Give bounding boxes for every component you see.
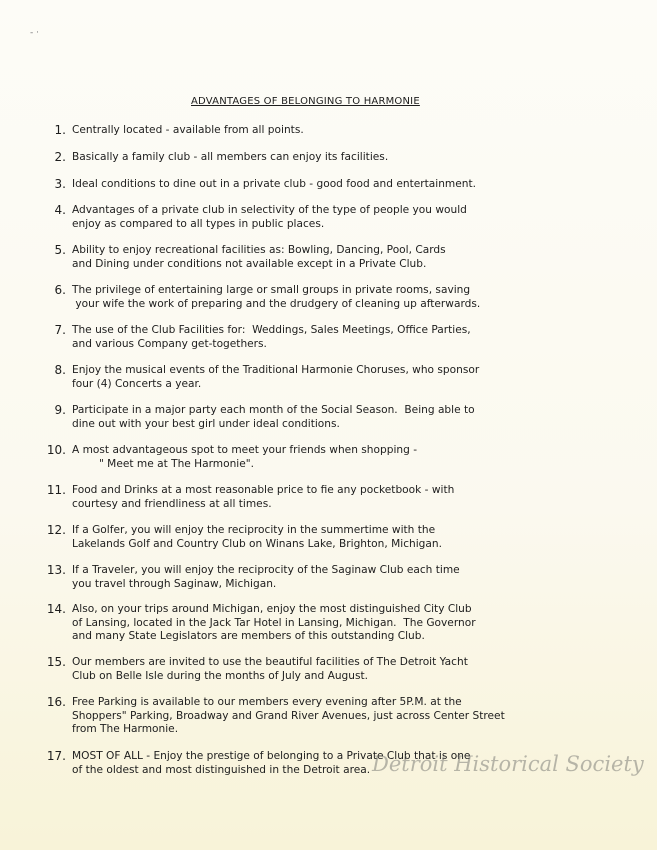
item-text: A most advantageous spot to meet your friends when shopping - " Meet me at The Harmonie". [72, 444, 418, 470]
item-number: 15. [46, 655, 66, 669]
item-text: Also, on your trips around Michigan, enjoy the most distinguished City Club of Lansing, located in the Jack Tar Hotel in Lansing, Michigan. The Governor and many State Legislators are members of this outstanding Club. [72, 603, 476, 642]
item-text: The use of the Club Facilities for: Weddings, Sales Meetings, Office Parties, and various Company get-togethers. [72, 324, 471, 350]
item-text: If a Traveler, you will enjoy the reciprocity of the Saginaw Club each time you travel through Saginaw, Michigan. [72, 564, 460, 590]
item-number: 11. [46, 483, 66, 497]
item-number: 12. [46, 523, 66, 537]
item-text: Ideal conditions to dine out in a private club - good food and entertainment. [72, 178, 476, 190]
item-text: The privilege of entertaining large or small groups in private rooms, saving your wife the work of preparing and the drudgery of cleaning up afterwards. [72, 284, 481, 310]
item-number: 2. [54, 150, 66, 164]
item-text: Ability to enjoy recreational facilities as: Bowling, Dancing, Pool, Cards and Dining under conditions not available except in a Private Club. [72, 244, 446, 270]
item-text: MOST OF ALL - Enjoy the prestige of belonging to a Private Club that is one of the oldest and most distinguished in the Detroit area. [72, 750, 471, 776]
watermark-text: Detroit Historical Society [372, 752, 644, 776]
item-text: Centrally located - available from all points. [72, 124, 304, 136]
item-number: 1. [54, 123, 66, 137]
item-text: If a Golfer, you will enjoy the reciprocity in the summertime with the Lakelands Golf and Country Club on Winans Lake, Brighton, Michigan. [72, 524, 442, 550]
item-text: Advantages of a private club in selectivity of the type of people you would enjoy as compared to all types in public places. [72, 204, 467, 230]
item-number: 6. [54, 283, 66, 297]
item-number: 13. [46, 563, 66, 577]
document-title: ADVANTAGES OF BELONGING TO HARMONIE [191, 96, 420, 107]
corner-marks: - · [30, 28, 39, 38]
item-text: Food and Drinks at a most reasonable price to fie any pocketbook - with courtesy and friendliness at all times. [72, 484, 455, 510]
item-number: 5. [54, 243, 66, 257]
item-number: 8. [54, 363, 66, 377]
item-number: 10. [46, 443, 66, 457]
item-number: 3. [54, 177, 66, 191]
item-number: 16. [46, 695, 66, 709]
item-number: 14. [46, 602, 66, 616]
item-text: Basically a family club - all members can enjoy its facilities. [72, 151, 389, 163]
item-text: Enjoy the musical events of the Traditional Harmonie Choruses, who sponsor four (4) Concerts a year. [72, 364, 480, 390]
item-number: 9. [54, 403, 66, 417]
item-number: 7. [54, 323, 66, 337]
item-text: Participate in a major party each month of the Social Season. Being able to dine out with your best girl under ideal conditions. [72, 404, 475, 430]
item-number: 4. [54, 203, 66, 217]
item-text: Free Parking is available to our members every evening after 5P.M. at the Shoppers" Parking, Broadway and Grand River Avenues, just across Center Street from The Harmonie. [72, 696, 505, 735]
item-number: 17. [46, 749, 66, 763]
item-text: Our members are invited to use the beautiful facilities of The Detroit Yacht Club on Belle Isle during the months of July and August. [72, 656, 468, 682]
